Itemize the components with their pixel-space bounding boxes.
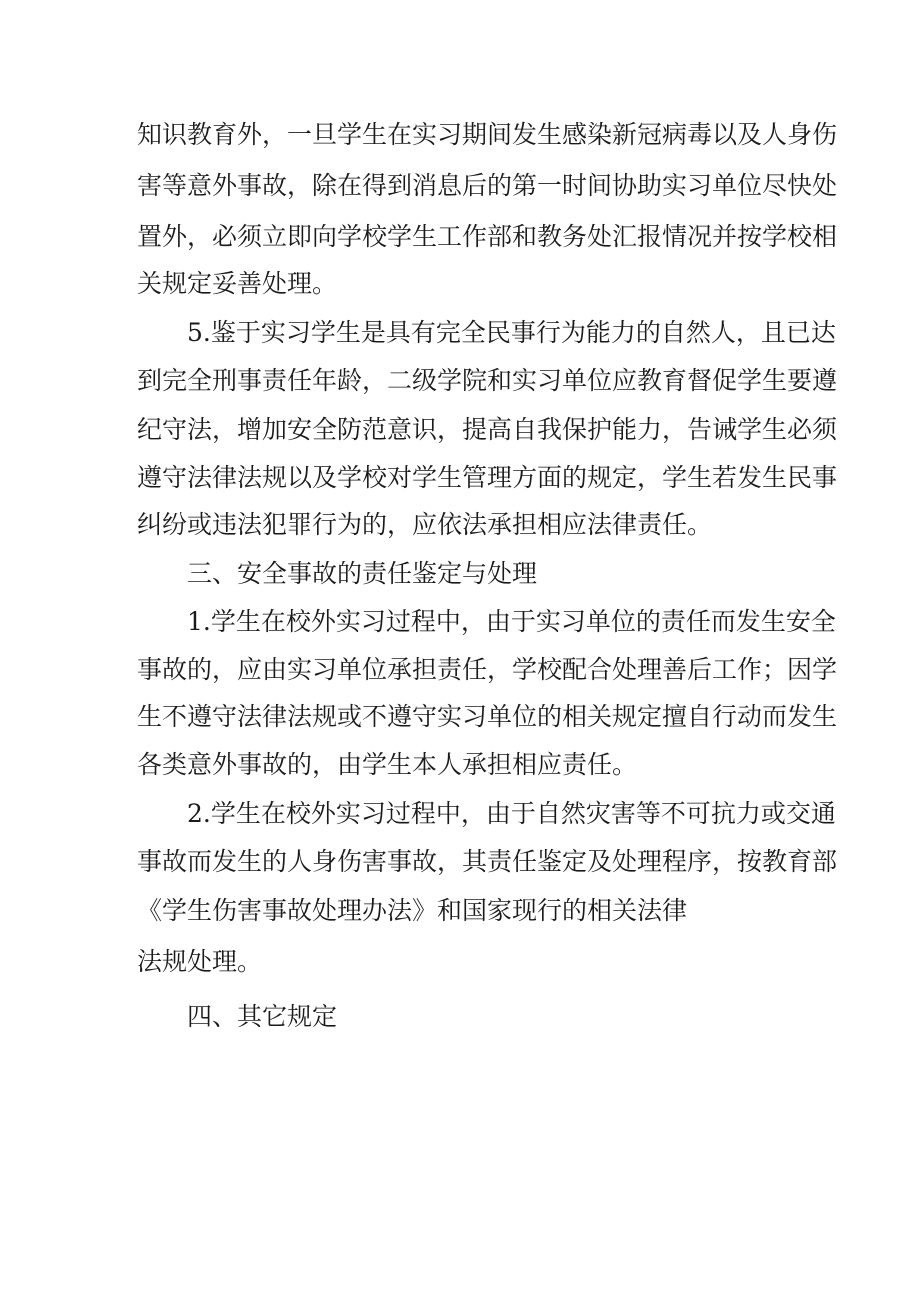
paragraph-line: 关规定妥善处理。 xyxy=(137,269,338,298)
paragraph-line: 置外，必须立即向学校学生工作部和教务处汇报情况并按学校相 xyxy=(137,222,838,251)
section-heading: 四、其它规定 xyxy=(187,1002,338,1031)
paragraph-line: 生不遵守法律法规或不遵守实习单位的相关规定擅自行动而发生 xyxy=(137,702,838,731)
paragraph-line: 2.学生在校外实习过程中，由于自然灾害等不可抗力或交通 xyxy=(187,799,836,828)
paragraph-line: 各类意外事故的，由学生本人承担相应责任。 xyxy=(137,750,638,779)
paragraph-line: 害等意外事故，除在得到消息后的第一时间协助实习单位尽快处 xyxy=(137,171,838,200)
paragraph-line: 遵守法律法规以及学校对学生管理方面的规定，学生若发生民事 xyxy=(137,463,838,492)
paragraph-line: 法规处理。 xyxy=(137,947,263,976)
paragraph-line: 1.学生在校外实习过程中，由于实习单位的责任而发生安全 xyxy=(187,607,836,636)
paragraph-line: 事故而发生的人身伤害事故，其责任鉴定及处理程序，按教育部 xyxy=(137,847,838,876)
paragraph-line: 纠纷或违法犯罪行为的，应依法承担相应法律责任。 xyxy=(137,510,713,539)
paragraph-line: 5.鉴于实习学生是具有完全民事行为能力的自然人，且已达 xyxy=(187,318,836,347)
paragraph-line: 纪守法，增加安全防范意识，提高自我保护能力，告诫学生必须 xyxy=(137,415,838,444)
paragraph-line: 《学生伤害事故处理办法》和国家现行的相关法律 xyxy=(137,896,688,925)
paragraph-line: 到完全刑事责任年龄，二级学院和实习单位应教育督促学生要遵 xyxy=(137,366,838,395)
paragraph-line: 知识教育外，一旦学生在实习期间发生感染新冠病毒以及人身伤 xyxy=(137,120,838,149)
section-heading: 三、安全事故的责任鉴定与处理 xyxy=(187,559,538,588)
paragraph-line: 事故的，应由实习单位承担责任，学校配合处理善后工作；因学 xyxy=(137,655,838,684)
